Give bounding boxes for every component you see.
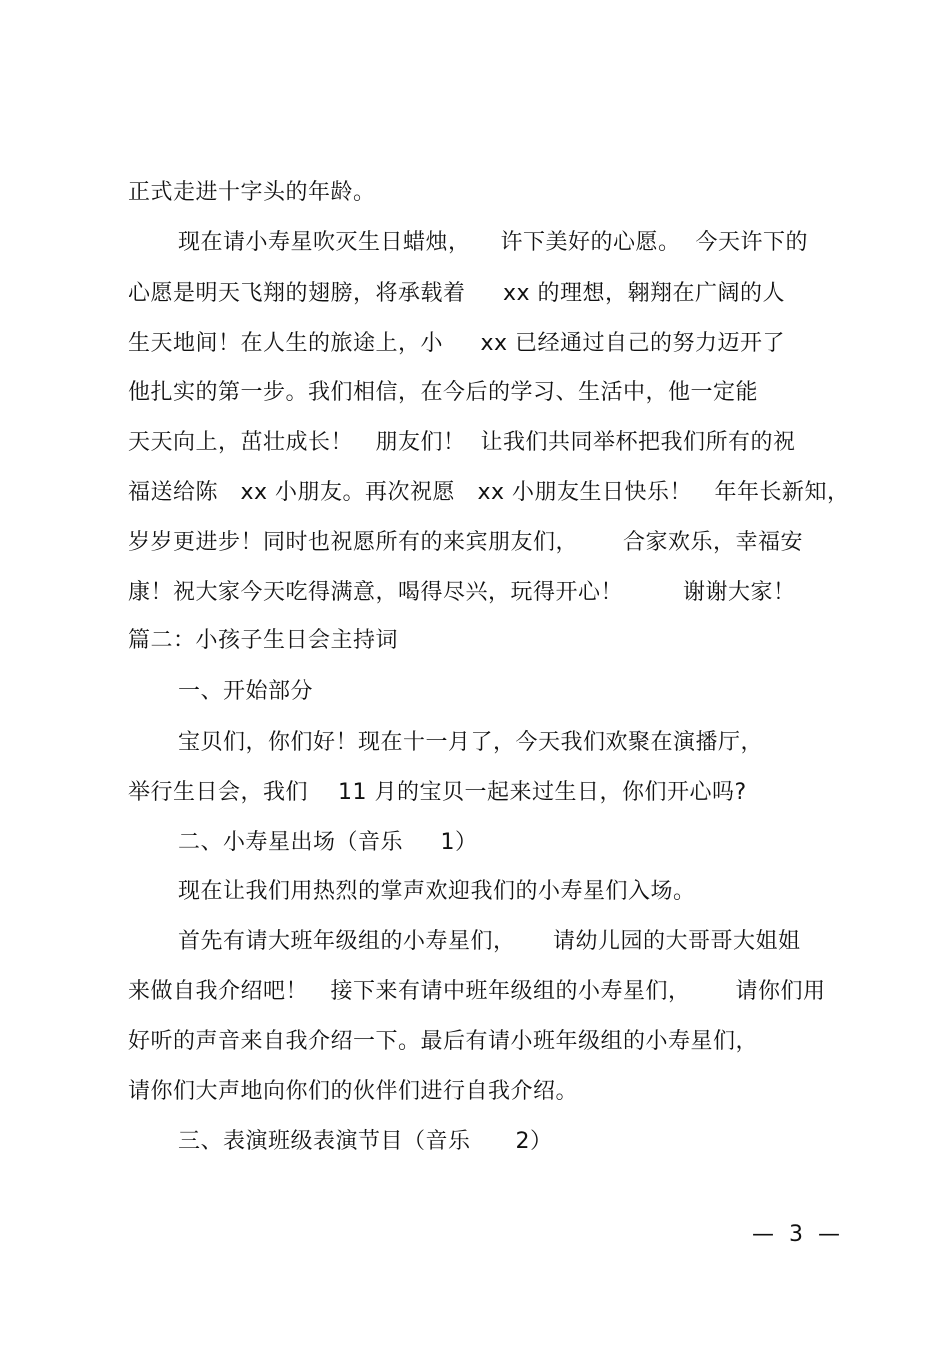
paragraph-line: 好听的声音来自我介绍一下。最后有请小班年级组的小寿星们， xyxy=(128,1029,759,1054)
subsection-heading: 三、表演班级表演节目（音乐 2） xyxy=(178,1129,553,1154)
paragraph-line: 来做自我介绍吧！ 接下来有请中班年级组的小寿星们， 请你们用 xyxy=(128,979,826,1004)
paragraph-line: 请你们大声地向你们的伙伴们进行自我介绍。 xyxy=(128,1079,579,1104)
paragraph-line: 正式走进十字头的年龄。 xyxy=(128,180,376,205)
paragraph-line: 他扎实的第一步。我们相信，在今后的学习、生活中，他一定能 xyxy=(128,380,759,405)
paragraph-line: 首先有请大班年级组的小寿星们， 请幼儿园的大哥哥大姐姐 xyxy=(178,929,801,954)
paragraph-line: 生天地间！在人生的旅途上，小 xx 已经通过自己的努力迈开了 xyxy=(128,331,785,356)
paragraph-line: 现在请小寿星吹灭生日蜡烛， 许下美好的心愿。 今天许下的 xyxy=(178,230,808,255)
section-heading: 篇二：小孩子生日会主持词 xyxy=(128,628,399,653)
paragraph-line: 宝贝们，你们好！现在十一月了，今天我们欢聚在演播厅， xyxy=(178,730,764,755)
subsection-heading: 二、小寿星出场（音乐 1） xyxy=(178,830,478,855)
paragraph-line: 现在让我们用热烈的掌声欢迎我们的小寿星们入场。 xyxy=(178,879,696,904)
subsection-heading: 一、开始部分 xyxy=(178,679,314,704)
paragraph-line: 天天向上，茁壮成长！ 朋友们！ 让我们共同举杯把我们所有的祝 xyxy=(128,430,796,455)
paragraph-line: 康！祝大家今天吃得满意，喝得尽兴，玩得开心！ 谢谢大家！ xyxy=(128,580,796,605)
paragraph-line: 心愿是明天飞翔的翅膀，将承载着 xx 的理想，翱翔在广阔的人 xyxy=(128,281,786,306)
paragraph-line: 福送给陈 xx 小朋友。再次祝愿 xx 小朋友生日快乐！ 年年长新知， xyxy=(128,480,850,505)
paragraph-line: 举行生日会，我们 11 月的宝贝一起来过生日，你们开心吗? xyxy=(128,780,747,805)
page-number: — 3 — xyxy=(752,1222,844,1247)
paragraph-line: 岁岁更进步！同时也祝愿所有的来宾朋友们， 合家欢乐，幸福安 xyxy=(128,530,803,555)
